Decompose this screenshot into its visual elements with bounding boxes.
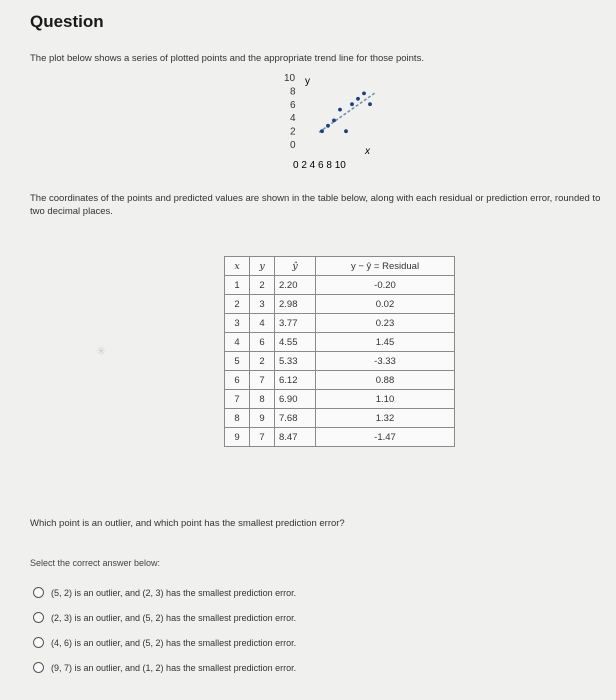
answer-option-4[interactable] — [33, 655, 296, 680]
table-row — [225, 390, 455, 409]
cell-y-hat: 4.55 — [275, 333, 316, 352]
x-axis-ticks: 0 2 4 6 8 10 — [293, 160, 346, 171]
cell-x: 7 — [225, 390, 250, 409]
header-y-hat: ŷ — [275, 257, 316, 276]
cell-y: 2 — [250, 276, 275, 295]
cell-residual: 1.10 — [316, 390, 455, 409]
cell-residual: -0.20 — [316, 276, 455, 295]
cell-residual: 0.02 — [316, 295, 455, 314]
header-x: x — [225, 257, 250, 276]
y-tick-label: 2 — [290, 126, 296, 138]
data-point — [356, 97, 360, 101]
cell-x: 9 — [225, 428, 250, 447]
cell-y: 7 — [250, 428, 275, 447]
cell-x: 3 — [225, 314, 250, 333]
table-header-row — [225, 257, 455, 276]
radio-button-icon[interactable] — [33, 587, 44, 598]
y-axis-label: y — [305, 76, 310, 87]
select-instruction: Select the correct answer below: — [30, 558, 161, 568]
answer-option-3[interactable] — [33, 630, 296, 655]
scatter-plot-svg — [280, 72, 420, 172]
cell-x: 5 — [225, 352, 250, 371]
answer-options — [33, 580, 296, 680]
answer-option-2[interactable] — [33, 605, 296, 630]
cell-residual: 1.32 — [316, 409, 455, 428]
cell-y-hat: 2.98 — [275, 295, 316, 314]
data-point — [320, 129, 324, 133]
radio-button-icon[interactable] — [33, 662, 44, 673]
cell-y-hat: 5.33 — [275, 352, 316, 371]
data-point — [338, 108, 342, 112]
cell-y: 6 — [250, 333, 275, 352]
page-title: Question — [30, 12, 104, 31]
watermark-star-icon: ✳ — [96, 344, 107, 358]
scatter-plot — [280, 72, 420, 172]
cell-y: 3 — [250, 295, 275, 314]
radio-button-icon[interactable] — [33, 612, 44, 623]
cell-y: 4 — [250, 314, 275, 333]
data-point — [362, 92, 366, 96]
answer-option-1[interactable] — [33, 580, 296, 605]
table-row — [225, 352, 455, 371]
cell-y: 7 — [250, 371, 275, 390]
data-point — [344, 129, 348, 133]
answer-option-label: (4, 6) is an outlier, and (5, 2) has the smallest prediction error. — [51, 637, 297, 648]
intro-text: The plot below shows a series of plotted points and the appropriate trend line for those points. — [30, 53, 424, 64]
answer-option-label: (2, 3) is an outlier, and (5, 2) has the smallest prediction error. — [51, 612, 297, 623]
cell-y: 8 — [250, 390, 275, 409]
y-tick-label: 6 — [290, 99, 296, 111]
residuals-table — [224, 256, 455, 447]
table-row — [225, 314, 455, 333]
cell-y-hat: 2.20 — [275, 276, 316, 295]
cell-residual: 0.23 — [316, 314, 455, 333]
y-tick-label: 4 — [290, 113, 296, 125]
cell-residual: 1.45 — [316, 333, 455, 352]
y-tick-label: 0 — [290, 140, 296, 151]
cell-y-hat: 6.90 — [275, 390, 316, 409]
cell-residual: -1.47 — [316, 428, 455, 447]
answer-option-label: (9, 7) is an outlier, and (1, 2) has the smallest prediction error. — [51, 662, 297, 673]
cell-y: 2 — [250, 352, 275, 371]
answer-option-label: (5, 2) is an outlier, and (2, 3) has the smallest prediction error. — [51, 587, 297, 598]
table-row — [225, 276, 455, 295]
data-point — [326, 124, 330, 128]
y-tick-label: 10 — [284, 73, 296, 84]
cell-x: 4 — [225, 333, 250, 352]
coordinates-description: The coordinates of the points and predicted values are shown in the table below, along with each residual or prediction error, rounded to two decimal places. — [30, 193, 601, 217]
cell-x: 2 — [225, 295, 250, 314]
header-residual: y − ŷ = Residual — [316, 257, 455, 276]
data-point — [332, 119, 336, 123]
radio-button-icon[interactable] — [33, 637, 44, 648]
x-axis-label: x — [365, 146, 370, 157]
table-row — [225, 371, 455, 390]
y-tick-label: 8 — [290, 86, 296, 98]
table-row — [225, 428, 455, 447]
cell-y-hat: 8.47 — [275, 428, 316, 447]
cell-y: 9 — [250, 409, 275, 428]
cell-y-hat: 3.77 — [275, 314, 316, 333]
table-row — [225, 333, 455, 352]
header-y: y — [250, 257, 275, 276]
cell-x: 1 — [225, 276, 250, 295]
cell-y-hat: 6.12 — [275, 371, 316, 390]
cell-x: 6 — [225, 371, 250, 390]
cell-y-hat: 7.68 — [275, 409, 316, 428]
cell-residual: -3.33 — [316, 352, 455, 371]
question-text: Which point is an outlier, and which point has the smallest prediction error? — [30, 518, 345, 529]
cell-residual: 0.88 — [316, 371, 455, 390]
cell-x: 8 — [225, 409, 250, 428]
data-point — [350, 102, 354, 106]
data-point — [368, 102, 372, 106]
table-row — [225, 295, 455, 314]
table-row — [225, 409, 455, 428]
